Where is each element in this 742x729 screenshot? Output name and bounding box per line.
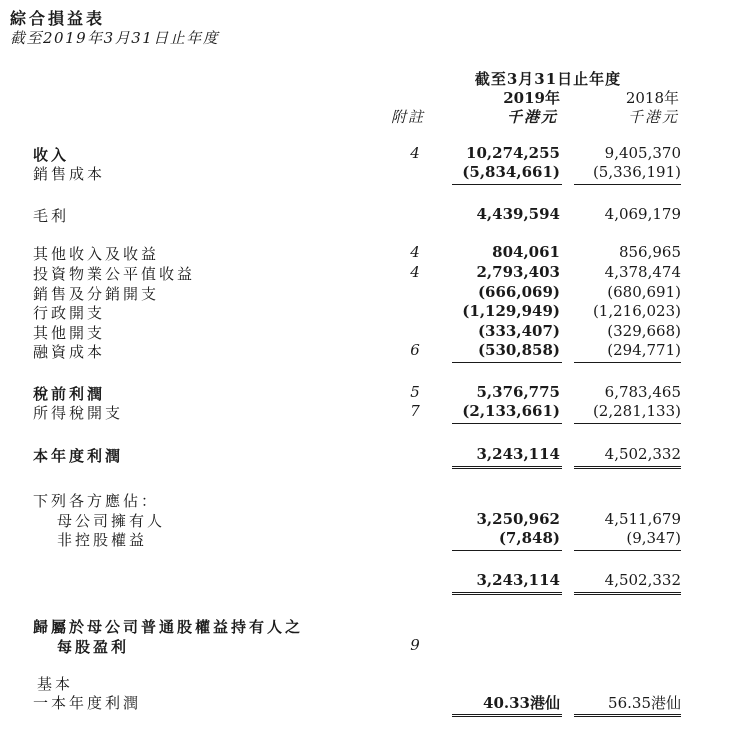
row-note: 4 bbox=[410, 263, 420, 281]
row-value-2018: 856,965 bbox=[618, 243, 681, 261]
row-label: 銷售成本 bbox=[33, 165, 106, 183]
row-note: 6 bbox=[410, 341, 420, 359]
row-value-2019: 804,061 bbox=[492, 243, 560, 261]
row-note: 4 bbox=[410, 243, 420, 261]
subtotal-rule bbox=[574, 423, 681, 424]
row-value-2019: 10,274,255 bbox=[466, 144, 560, 162]
row-value-2019: (1,129,949) bbox=[462, 302, 560, 320]
subtotal-rule bbox=[452, 550, 562, 551]
column-header-unit-2018: 千港元 bbox=[627, 108, 679, 126]
row-label: 下列各方應佔： bbox=[33, 492, 160, 510]
row-attributable-total bbox=[0, 571, 742, 591]
row-value-2018: 9,405,370 bbox=[604, 144, 681, 162]
column-header-year-2018: 2018年 bbox=[625, 89, 679, 107]
row-basic bbox=[0, 673, 742, 693]
row-value-2019: 5,376,775 bbox=[476, 383, 560, 401]
row-value-2018: (2,281,133) bbox=[592, 402, 681, 420]
row-selling-expenses bbox=[0, 283, 742, 303]
row-value-2019: 3,250,962 bbox=[476, 510, 560, 528]
row-note: 7 bbox=[410, 402, 420, 420]
row-value-2019: (7,848) bbox=[498, 529, 560, 547]
row-label: 融資成本 bbox=[33, 343, 106, 361]
row-finance-costs bbox=[0, 341, 742, 361]
row-note: 5 bbox=[410, 383, 420, 401]
row-label: 基本 bbox=[37, 675, 74, 693]
row-note: 4 bbox=[410, 144, 420, 162]
row-label: 母公司擁有人 bbox=[57, 512, 166, 530]
row-value-2019: 40.33港仙 bbox=[483, 694, 560, 712]
row-attributable-heading bbox=[0, 490, 742, 510]
row-value-2018: 56.35港仙 bbox=[608, 694, 681, 712]
row-income-tax bbox=[0, 402, 742, 422]
page-title: 綜合損益表 bbox=[10, 9, 106, 28]
row-non-controlling-interests bbox=[0, 529, 742, 549]
row-administrative-expenses bbox=[0, 302, 742, 322]
row-value-2019: 3,243,114 bbox=[476, 445, 560, 463]
total-double-rule bbox=[574, 592, 681, 595]
row-label: 本年度利潤 bbox=[33, 447, 124, 465]
row-label: 一本年度利潤 bbox=[33, 694, 142, 712]
subtotal-rule bbox=[452, 184, 562, 185]
subtotal-rule bbox=[574, 184, 681, 185]
row-value-2019: (2,133,661) bbox=[462, 402, 560, 420]
row-value-2019: 4,439,594 bbox=[476, 205, 560, 223]
column-header-period: 截至3月31日止年度 bbox=[474, 70, 622, 88]
row-label: 投資物業公平值收益 bbox=[33, 265, 196, 283]
row-label: 所得稅開支 bbox=[33, 404, 124, 422]
row-investment-property-gain bbox=[0, 263, 742, 283]
row-value-2019: 3,243,114 bbox=[476, 571, 560, 589]
row-value-2018: 4,502,332 bbox=[604, 571, 681, 589]
row-label: 非控股權益 bbox=[57, 531, 148, 549]
row-value-2018: 4,511,679 bbox=[604, 510, 681, 528]
row-value-2019: (5,834,661) bbox=[462, 163, 560, 181]
row-eps bbox=[0, 636, 742, 656]
column-header-notes: 附註 bbox=[390, 108, 425, 126]
row-value-2018: (329,668) bbox=[607, 322, 681, 340]
row-label: 收入 bbox=[33, 146, 70, 164]
total-double-rule bbox=[574, 714, 681, 717]
row-value-2019: (666,069) bbox=[477, 283, 560, 301]
row-label: 銷售及分銷開支 bbox=[33, 285, 160, 303]
total-double-rule bbox=[452, 592, 562, 595]
subtotal-rule bbox=[452, 423, 562, 424]
row-label: 歸屬於母公司普通股權益持有人之 bbox=[33, 618, 304, 636]
row-gross-profit bbox=[0, 205, 742, 225]
row-label: 每股盈利 bbox=[57, 638, 130, 656]
total-double-rule bbox=[574, 466, 681, 469]
row-value-2019: (530,858) bbox=[477, 341, 560, 359]
subtotal-rule bbox=[574, 550, 681, 551]
page-subtitle: 截至2019年3月31日止年度 bbox=[10, 29, 220, 47]
row-value-2018: (9,347) bbox=[626, 529, 681, 547]
row-note: 9 bbox=[410, 636, 420, 654]
row-value-2018: 4,069,179 bbox=[604, 205, 681, 223]
row-value-2018: (5,336,191) bbox=[592, 163, 681, 181]
row-label: 稅前利潤 bbox=[33, 385, 106, 403]
row-label: 毛利 bbox=[33, 207, 70, 225]
row-value-2019: (333,407) bbox=[477, 322, 560, 340]
row-value-2018: 6,783,465 bbox=[604, 383, 681, 401]
row-value-2018: 4,378,474 bbox=[604, 263, 681, 281]
row-value-2018: (294,771) bbox=[607, 341, 681, 359]
row-value-2018: (680,691) bbox=[607, 283, 681, 301]
row-cost-of-sales bbox=[0, 163, 742, 183]
row-basic-profit-for-year bbox=[0, 692, 742, 712]
row-value-2018: (1,216,023) bbox=[592, 302, 681, 320]
row-label: 行政開支 bbox=[33, 304, 106, 322]
total-double-rule bbox=[452, 466, 562, 469]
row-profit-for-year bbox=[0, 445, 742, 465]
row-revenue bbox=[0, 144, 742, 164]
row-other-expenses bbox=[0, 322, 742, 342]
total-double-rule bbox=[452, 714, 562, 717]
column-header-unit-2019: 千港元 bbox=[506, 108, 558, 126]
row-label: 其他收入及收益 bbox=[33, 245, 160, 263]
row-eps-heading bbox=[0, 616, 742, 636]
row-other-income bbox=[0, 243, 742, 263]
row-profit-before-tax bbox=[0, 383, 742, 403]
row-label: 其他開支 bbox=[33, 324, 106, 342]
column-header-year-2019: 2019年 bbox=[503, 89, 560, 107]
row-value-2019: 2,793,403 bbox=[476, 263, 560, 281]
row-owners-of-parent bbox=[0, 510, 742, 530]
row-value-2018: 4,502,332 bbox=[604, 445, 681, 463]
subtotal-rule bbox=[574, 362, 681, 363]
subtotal-rule bbox=[452, 362, 562, 363]
